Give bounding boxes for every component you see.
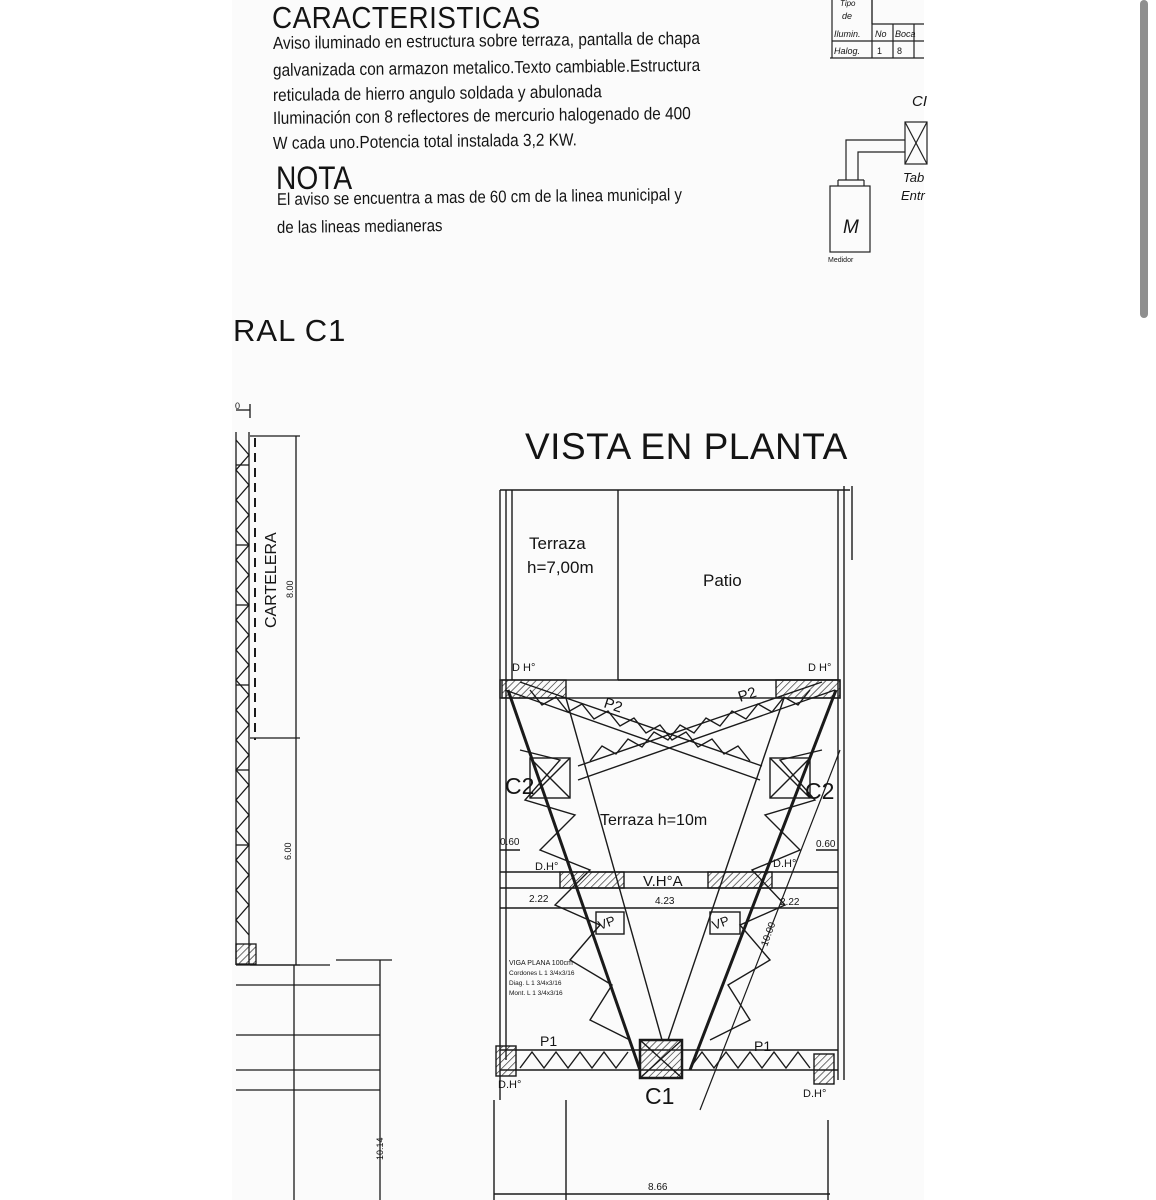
dh-bottom-right: D.H° bbox=[803, 1088, 827, 1100]
nota-title: NOTA bbox=[276, 160, 353, 196]
cartelera-label: CARTELERA bbox=[263, 532, 280, 628]
lateral-view bbox=[236, 404, 392, 1200]
meter-symbol: M bbox=[843, 217, 859, 238]
dh-mid-right: D.H° bbox=[773, 858, 797, 870]
lateral-dim-top: 0 bbox=[235, 401, 241, 411]
lateral-section-label: RAL C1 bbox=[233, 313, 347, 348]
entr-label: Entr bbox=[901, 188, 925, 203]
viga-cordones: Cordones L 1 3/4x3/16 bbox=[509, 970, 575, 977]
terraza-label: Terraza bbox=[529, 534, 586, 553]
plan-title: VISTA EN PLANTA bbox=[525, 426, 848, 467]
c2-left-label: C2 bbox=[505, 773, 535, 799]
terraza-height: h=7,00m bbox=[527, 558, 594, 577]
dh-bottom-left: D.H° bbox=[498, 1079, 522, 1091]
dh-mid-left: D.H° bbox=[535, 861, 559, 873]
characteristics-line: galvanizada con armazon metalico.Texto cambiable.Estructura bbox=[272, 54, 701, 80]
lum-row-type: Halog. bbox=[834, 46, 861, 56]
dim-1000: 10.00 bbox=[759, 920, 779, 949]
p2-right-label: P2 bbox=[735, 683, 759, 706]
meter-label: Medidor bbox=[828, 257, 854, 264]
lum-row-no: 1 bbox=[877, 46, 883, 56]
vp-left-label: VP bbox=[595, 912, 618, 933]
lum-col-ilumin: Ilumin. bbox=[834, 29, 861, 39]
vha-label: V.H°A bbox=[643, 873, 683, 890]
p1-left-label: P1 bbox=[540, 1033, 558, 1049]
characteristics-line: reticulada de hierro angulo soldada y abulonada bbox=[272, 81, 602, 105]
characteristics-title: CARACTERISTICAS bbox=[272, 0, 541, 35]
dim-060-right: 0.60 bbox=[816, 839, 836, 850]
viga-title: VIGA PLANA 100cm bbox=[509, 960, 573, 967]
nota-line: de las lineas medianeras bbox=[276, 216, 443, 237]
ci-label: CI bbox=[912, 93, 927, 110]
dim-423: 4.23 bbox=[655, 896, 675, 907]
patio-label: Patio bbox=[703, 571, 742, 590]
characteristics-line: Aviso iluminado en estructura sobre terraza, pantalla de chapa bbox=[272, 27, 700, 53]
lum-col-no: No bbox=[875, 29, 887, 39]
characteristics-line: Iluminación con 8 reflectores de mercurio halogenado de 400 bbox=[272, 103, 691, 128]
p1-right-label: P1 bbox=[754, 1038, 772, 1054]
lum-row-boca: 8 bbox=[897, 46, 903, 56]
tab-label: Tab bbox=[903, 170, 925, 185]
characteristics-line: W cada uno.Potencia total instalada 3,2 KW. bbox=[272, 129, 577, 153]
dim-222-left: 2.22 bbox=[529, 894, 549, 905]
dh-top-left: D H° bbox=[512, 662, 536, 674]
viga-diag: Diag. L 1 3/4x3/16 bbox=[509, 980, 562, 987]
dh-top-right: D H° bbox=[808, 662, 832, 674]
vp-right-label: VP bbox=[709, 912, 732, 933]
dim-222-right: 2.22 bbox=[780, 897, 800, 908]
p2-left-label: P2 bbox=[601, 694, 625, 717]
c1-label: C1 bbox=[645, 1083, 675, 1109]
nota-line: El aviso se encuentra a mas de 60 cm de la linea municipal y bbox=[276, 185, 683, 209]
viga-mont: Mont. L 1 3/4x3/16 bbox=[509, 990, 563, 997]
lum-col-boca: Boca bbox=[895, 29, 916, 39]
terraza-10-label: Terraza h=10m bbox=[600, 812, 708, 829]
lum-table-head-de: de bbox=[842, 11, 853, 21]
dim-060-left: 0.60 bbox=[500, 837, 520, 848]
lateral-dim-6: 6.00 bbox=[283, 842, 293, 860]
lateral-dim-8: 8.00 bbox=[285, 580, 295, 598]
lateral-dim-10-14: 10.14 bbox=[375, 1137, 385, 1160]
c2-right-label: C2 bbox=[805, 778, 835, 804]
lum-table-head: Tipo bbox=[840, 0, 856, 8]
dim-866: 8.66 bbox=[648, 1182, 668, 1193]
